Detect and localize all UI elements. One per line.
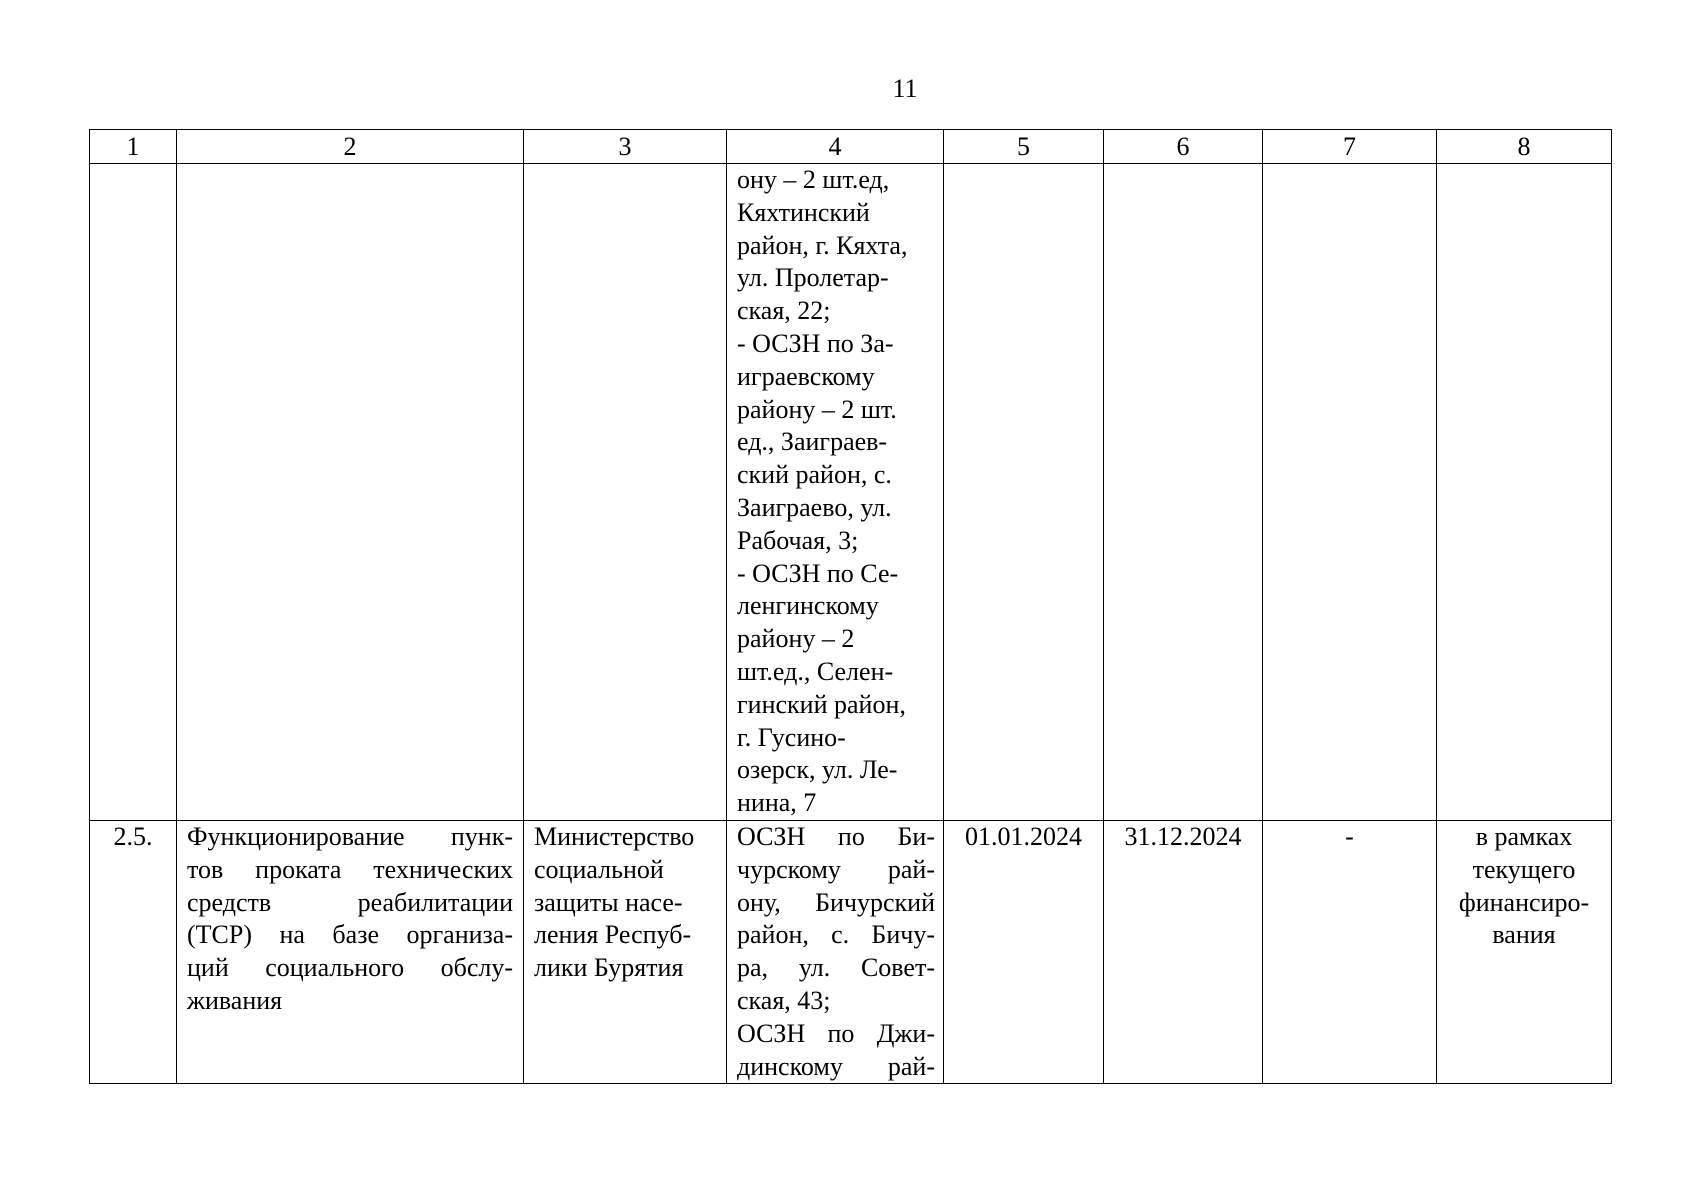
- table-row-continued: [90, 164, 1612, 821]
- cell-empty: [1104, 164, 1263, 821]
- text-line: - ОСЗН по Се-: [737, 558, 899, 588]
- cell-funding: [1437, 821, 1612, 1084]
- text-line: ул. Пролетар-: [737, 263, 889, 293]
- text-line: - ОСЗН по За-: [737, 328, 894, 358]
- text-line: озерск, ул. Ле-: [737, 755, 898, 785]
- text-line: гинский район,: [737, 689, 906, 719]
- cell-empty: [944, 164, 1104, 821]
- text-line: ская, 22;: [737, 296, 831, 326]
- text-line: средств реабилитации: [187, 887, 513, 917]
- text-line: лики Бурятия: [534, 953, 684, 983]
- text-line: ра, ул. Совет-: [737, 953, 935, 983]
- activities-table: [89, 129, 1612, 1084]
- text-line: Функционирование пунк-: [187, 822, 513, 851]
- text-line: ский район, с.: [737, 460, 892, 490]
- cell-empty: [90, 164, 177, 821]
- text-line: ону, Бичурский: [737, 887, 935, 917]
- header-row: [90, 130, 1612, 164]
- table-row-2-5: [90, 821, 1612, 1084]
- cell-start-date: 01.01.2024: [944, 821, 1104, 1084]
- text-line: динскому рай-: [737, 1051, 935, 1081]
- cell-location-continued: [727, 164, 944, 821]
- text-line: Кяхтинский: [737, 197, 870, 227]
- cell-empty: [1263, 164, 1437, 821]
- header-col-6: 6: [1104, 130, 1263, 164]
- text-line: району – 2 шт.: [737, 394, 897, 424]
- text-line: финансиро-: [1458, 887, 1590, 917]
- page-number: 11: [892, 74, 918, 103]
- text-line: район, г. Кяхта,: [737, 230, 908, 260]
- text-line: нина, 7: [737, 788, 817, 818]
- cell-item-number: 2.5.: [90, 821, 177, 1084]
- header-col-7: 7: [1263, 130, 1437, 164]
- header-col-1: 1: [90, 130, 177, 164]
- cell-location: [727, 821, 944, 1084]
- header-col-2: 2: [177, 130, 524, 164]
- text-line: ед., Заиграев-: [737, 427, 888, 457]
- text-line: Министерство: [534, 822, 695, 851]
- text-line: району – 2: [737, 624, 855, 654]
- cell-empty: [524, 164, 727, 821]
- text-line: ления Респуб-: [534, 920, 692, 950]
- text-line: текущего: [1472, 854, 1576, 884]
- cell-measure: [177, 821, 524, 1084]
- text-line: Заиграево, ул.: [737, 492, 892, 522]
- cell-empty: [177, 164, 524, 821]
- header-col-4: 4: [727, 130, 944, 164]
- text-line: ОСЗН по Джи-: [737, 1018, 935, 1048]
- cell-end-date: 31.12.2024: [1104, 821, 1263, 1084]
- text-line: ленгинскому: [737, 591, 879, 621]
- text-line: ций социального обслу-: [187, 953, 513, 983]
- header-col-5: 5: [944, 130, 1104, 164]
- text-line: вания: [1492, 920, 1556, 950]
- text-line: играевскому: [737, 361, 875, 391]
- text-line: г. Гусино-: [737, 722, 846, 752]
- text-line: Рабочая, 3;: [737, 525, 859, 555]
- text-line: (ТСР) на базе организа-: [187, 920, 513, 950]
- text-line: ону – 2 шт.ед,: [737, 165, 890, 194]
- text-line: ОСЗН по Би-: [737, 822, 935, 851]
- cell-executor: [524, 821, 727, 1084]
- text-line: в рамках: [1475, 822, 1573, 851]
- text-line: ская, 43;: [737, 985, 831, 1015]
- header-col-8: 8: [1437, 130, 1612, 164]
- header-col-3: 3: [524, 130, 727, 164]
- text-line: живания: [187, 985, 283, 1015]
- text-line: социальной: [534, 854, 664, 884]
- text-line: чурскому рай-: [737, 854, 935, 884]
- text-line: защиты насе-: [534, 887, 683, 917]
- text-line: тов проката технических: [187, 854, 513, 884]
- text-line: район, с. Бичу-: [737, 920, 935, 950]
- cell-empty: [1437, 164, 1612, 821]
- text-line: шт.ед., Селен-: [737, 656, 894, 686]
- cell-col7: -: [1263, 821, 1437, 1084]
